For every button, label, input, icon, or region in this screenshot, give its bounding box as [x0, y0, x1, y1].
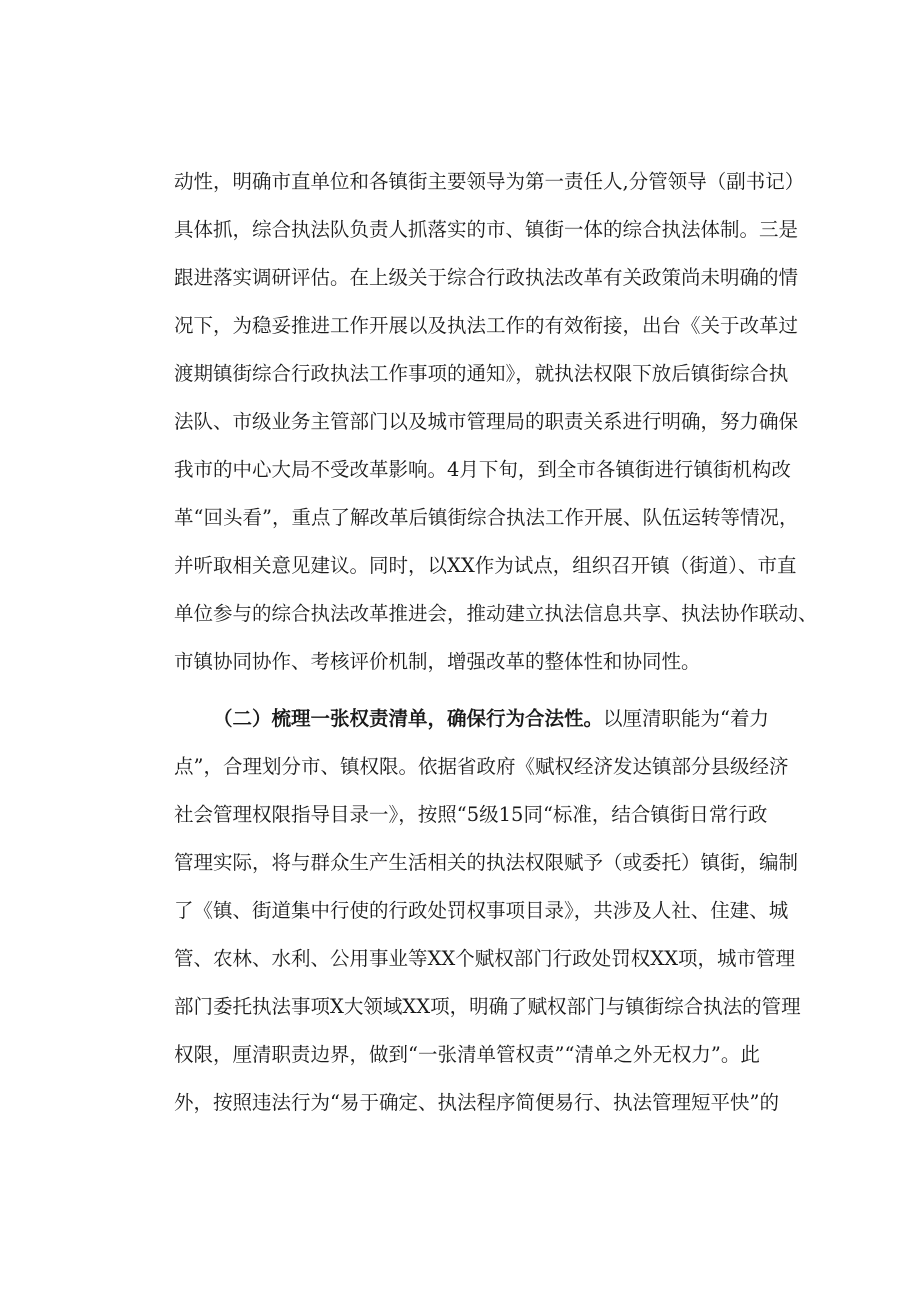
- text-line: 革“回头看”，重点了解改革后镇街综合执法工作开展、队伍运转等情况，: [174, 506, 799, 529]
- text-line: 了《镇、街道集中行使的行政处罚权事项目录》，共涉及人社、住建、城: [174, 899, 789, 922]
- text-line: 点”，合理划分市、镇权限。依据省政府《赋权经济发达镇部分县级经济: [174, 755, 789, 778]
- text-line: 管、农林、水利、公用事业等XX个赋权部门行政处罚权XX项，城市管理: [174, 947, 796, 970]
- text-line: 动性，明确市直单位和各镇街主要领导为第一责任人,分管领导（副书记）: [174, 170, 805, 193]
- text-line: 社会管理权限指导目录一》，按照“5级15同“标准，结合镇街日常行政: [174, 803, 768, 826]
- text-line: 权限，厘清职责边界，做到“一张清单管权责”“清单之外无权力”。此: [174, 1043, 760, 1066]
- text-line: 法队、市级业务主管部门以及城市管理局的职责关系进行明确，努力确保: [174, 410, 799, 433]
- text-line: 况下，为稳妥推进工作开展以及执法工作的有效衔接，出台《关于改革过: [174, 314, 799, 337]
- text-line: 渡期镇街综合行政执法工作事项的通知》，就执法权限下放后镇街综合执: [174, 362, 789, 385]
- text-line: 具体抓，综合执法队负责人抓落实的市、镇街一体的综合执法体制。三是: [174, 218, 799, 241]
- paragraph-heading-line: [213, 702, 769, 736]
- text-line: 管理实际，将与群众生产生活相关的执法权限赋予（或委托）镇街，编制: [174, 851, 799, 874]
- text-line: 并听取相关意见建议。同时，以XX作为试点，组织召开镇（街道）、市直: [174, 554, 797, 577]
- text-line-rest: 以厘清职能为“着力: [603, 707, 769, 730]
- text-line: 我市的中心大局不受改革影响。4月下旬，到全市各镇街进行镇街机构改: [174, 458, 791, 481]
- text-line: 市镇协同协作、考核评价机制，增强改革的整体性和协同性。: [174, 650, 701, 673]
- text-line: 外，按照违法行为“易于确定、执法程序简便易行、执法管理短平快”的: [174, 1091, 779, 1114]
- text-line: 部门委托执法事项X大领域XX项，明确了赋权部门与镇街综合执法的管理: [174, 995, 801, 1018]
- section-heading: （二）梳理一张权责清单，确保行为合法性。: [213, 707, 604, 730]
- text-line: 跟进落实调研评估。在上级关于综合行政执法改革有关政策尚未明确的情: [174, 266, 799, 289]
- text-line: 单位参与的综合执法改革推进会，推动建立执法信息共享、执法协作联动、: [174, 602, 818, 625]
